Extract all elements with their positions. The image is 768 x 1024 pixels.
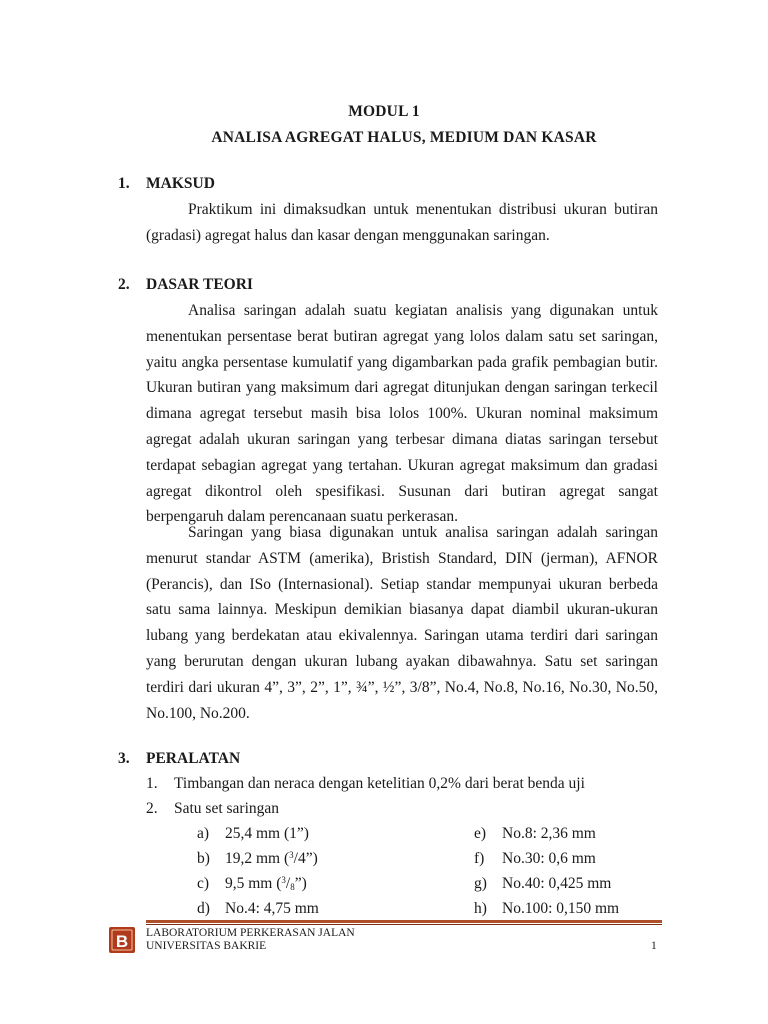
maksud-text: Praktikum ini dimaksudkan untuk menentukan distribusi ukuran butiran (gradasi) agregat halus dan kasar dengan menggunakan saringan. (146, 201, 658, 244)
dasar-teori-text-1: Analisa saringan adalah suatu kegiatan analisis yang digunakan untuk menentukan persentase berat butiran agregat yang lolos dalam satu set saringan, yaitu angka persentase kumulatif yang digambarkan pada grafik pembagian butir. Ukuran butiran yang maksimum dari agregat ditunjukan dengan saringan terkecil dimana agregat tersebut masih bisa lolos 100%. Ukuran nominal maksimum agregat adalah ukuran saringan yang terbesar dimana diatas saringan tersebut terdapat sebagian agregat yang tertahan. Ukuran agregat maksimum dan gradasi agregat dikontrol oleh spesifikasi. Susunan dari butiran agregat sangat berpengaruh dalam perencanaan suatu perkerasan. (146, 302, 658, 526)
sieve-letter: c) (197, 875, 210, 892)
section-number: 2. (118, 276, 130, 293)
fraction-numerator: 3 (281, 875, 286, 885)
list-number: 1. (146, 775, 158, 792)
section-number: 1. (118, 175, 130, 192)
sieve-size: 19,2 mm ( (225, 850, 290, 867)
sieve-letter: e) (474, 825, 487, 842)
sieve-size: 25,4 mm (1”) (225, 825, 309, 842)
sieve-size: 9,5 mm ( (225, 875, 282, 892)
university-logo-icon (108, 926, 136, 954)
sieve-item (474, 900, 619, 918)
page-number: 1 (651, 940, 657, 952)
sieve-item (197, 850, 318, 868)
sieve-size-end: ”) (305, 850, 318, 867)
sieve-letter: f) (474, 850, 485, 867)
list-text: Satu set saringan (174, 800, 280, 817)
sieve-item (474, 850, 596, 868)
sieve-letter: a) (197, 825, 210, 842)
list-item (146, 775, 585, 793)
dasar-teori-paragraph-1 (146, 298, 658, 530)
sieve-item (197, 825, 309, 843)
maksud-paragraph (146, 197, 658, 249)
sieve-letter: d) (197, 900, 210, 917)
footer-lab-name: LABORATORIUM PERKERASAN JALAN (146, 927, 355, 939)
section-heading-maksud (118, 175, 215, 193)
module-label: MODUL 1 (348, 103, 420, 120)
sieve-size-end: ”) (294, 875, 307, 892)
sieve-item (197, 900, 319, 918)
section-title: DASAR TEORI (146, 276, 253, 293)
sieve-item (474, 875, 611, 893)
sieve-letter: h) (474, 900, 487, 917)
section-title: PERALATAN (146, 750, 241, 767)
dasar-teori-text-2: Saringan yang biasa digunakan untuk analisa saringan adalah saringan menurut standar ASTM (amerika), Bristish Standard, DIN (jerman), AFNOR (Perancis), dan ISo (Internasional). Setiap standar mempunyai ukuran berbeda satu sama lainnya. Meskipun demikian biasanya dapat diambil ukuran-ukuran lubang yang berdekatan atau ekivalennya. Saringan utama terdiri dari saringan yang berurutan dengan ukuran lubang ayakan dibawahnya. Satu set saringan terdiri dari ukuran 4”, 3”, 2”, 1”, ¾”, ½”, 3/8”, No.4, No.8, No.16, No.30, No.50, No.100, No.200. (146, 524, 658, 722)
sieve-size: No.40: 0,425 mm (502, 875, 612, 892)
footer-university-name: UNIVERSITAS BAKRIE (146, 940, 267, 952)
sieve-letter: g) (474, 875, 487, 892)
footer-institution (146, 927, 355, 953)
section-heading-dasar-teori (118, 276, 253, 294)
list-item (146, 800, 279, 818)
sieve-item (197, 875, 307, 893)
sieve-size: No.4: 4,75 mm (225, 900, 319, 917)
fraction-slash: / (285, 875, 291, 892)
document-title: ANALISA AGREGAT HALUS, MEDIUM DAN KASAR (211, 129, 597, 146)
fraction-numerator: 3 (289, 850, 294, 860)
sieve-size: No.100: 0,150 mm (502, 900, 620, 917)
fraction-denominator: 8 (290, 882, 295, 892)
list-text: Timbangan dan neraca dengan ketelitian 0,2% dari berat benda uji (174, 775, 585, 792)
footer-rule-thin (146, 924, 662, 925)
list-number: 2. (146, 800, 158, 817)
footer-rule (146, 920, 662, 923)
section-number: 3. (118, 750, 130, 767)
fraction-slash: / (293, 850, 298, 867)
sieve-item (474, 825, 596, 843)
sieve-size: No.8: 2,36 mm (502, 825, 596, 842)
sieve-letter: b) (197, 850, 210, 867)
sieve-size: No.30: 0,6 mm (502, 850, 596, 867)
section-heading-peralatan (118, 750, 240, 768)
fraction-denominator: 4 (297, 850, 306, 867)
section-title: MAKSUD (146, 175, 215, 192)
svg-text:B: B (115, 932, 129, 951)
dasar-teori-paragraph-2 (146, 520, 658, 726)
